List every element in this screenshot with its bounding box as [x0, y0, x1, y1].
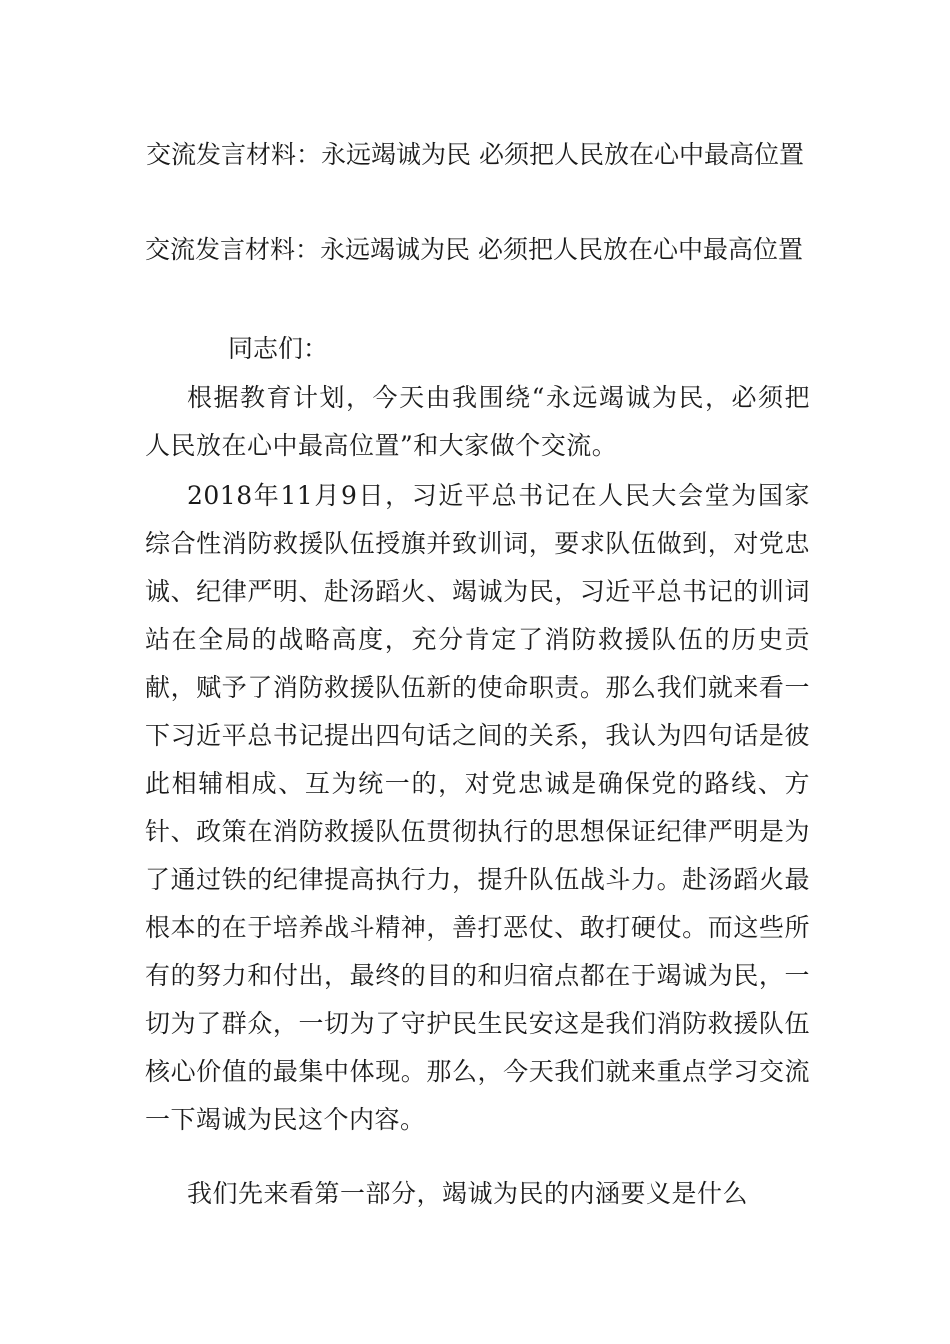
paragraph-section-start: 我们先来看第一部分，竭诚为民的内涵要义是什么	[187, 1179, 749, 1208]
document-title: 交流发言材料：永远竭诚为民 必须把人民放在心中最高位置	[146, 140, 804, 169]
document-subtitle: 交流发言材料：永远竭诚为民 必须把人民放在心中最高位置	[145, 235, 803, 264]
paragraph-body: 2018年11月9日，习近平总书记在人民大会堂为国家综合性消防救援队伍授旗并致训词，要求队伍做到，对党忠诚、纪律严明、赴汤蹈火、竭诚为民，习近平总书记的训词站在全局的战略高度，充分肯定了消防救援队伍的历史贡献，赋予了消防救援队伍新的使命职责。那么我们就来看一下习近平总书记提出四句话之间的关系，我认为四句话是彼此相辅相成、互为统一的，对党忠诚是确保党的路线、方针、政策在消防救援队伍贯彻执行的思想保证纪律严明是为了通过铁的纪律提高执行力，提升队伍战斗力。赴汤蹈火最根本的在于培养战斗精神，善打恶仗、敢打硬仗。而这些所有的努力和付出，最终的目的和归宿点都在于竭诚为民，一切为了群众，一切为了守护民生民安这是我们消防救援队伍核心价值的最集中体现。那么，今天我们就来重点学习交流一下竭诚为民这个内容。	[145, 481, 810, 1134]
greeting: 同志们：	[228, 334, 329, 363]
paragraph-intro: 根据教育计划，今天由我围绕“永远竭诚为民，必须把人民放在心中最高位置”和大家做个交流。	[145, 383, 810, 460]
